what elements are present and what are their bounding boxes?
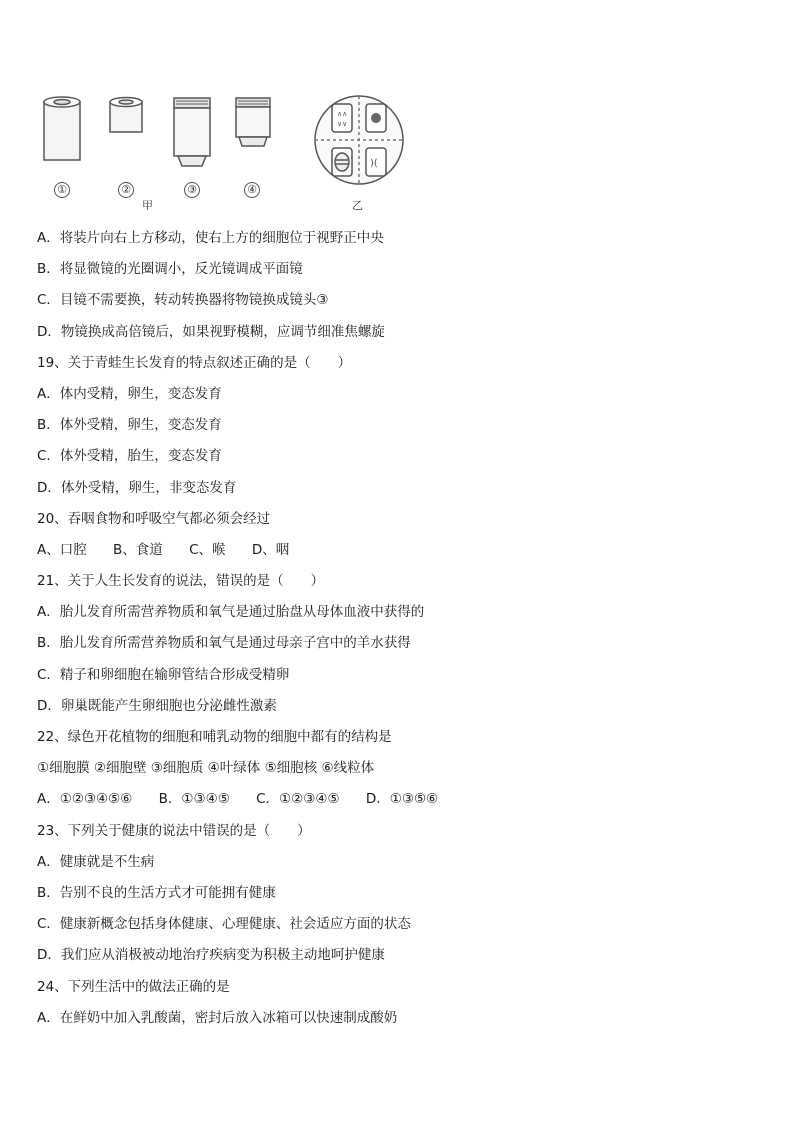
lens-number-3: ③ bbox=[184, 182, 200, 198]
q21-option-d: D．卵巢既能产生卵细胞也分泌雌性激素 bbox=[37, 697, 277, 714]
lens-number-2: ② bbox=[118, 182, 134, 198]
q23-stem: 23、下列关于健康的说法中错误的是（ ） bbox=[37, 822, 311, 839]
q24-stem: 24、下列生活中的做法正确的是 bbox=[37, 978, 230, 995]
objective-long-icon bbox=[174, 98, 210, 166]
field-of-view-icon bbox=[315, 96, 403, 184]
lens-illustration bbox=[30, 84, 430, 219]
microscope-figure bbox=[30, 84, 430, 219]
q20-options bbox=[37, 540, 777, 571]
q21-option-c: C．精子和卵细胞在输卵管结合形成受精卵 bbox=[37, 666, 290, 683]
q23-option-d: D．我们应从消极被动地治疗疾病变为积极主动地呵护健康 bbox=[37, 947, 385, 964]
figure-label-yi: 乙 bbox=[352, 199, 363, 212]
eyepiece-long-icon bbox=[44, 97, 80, 160]
q21-option-b: B．胎儿发育所需营养物质和氧气是通过母亲子宫中的羊水获得 bbox=[37, 635, 411, 652]
question-list bbox=[37, 228, 777, 1039]
q18-option-a: A．将装片向右上方移动，使右上方的细胞位于视野正中央 bbox=[37, 230, 384, 246]
q23-option-b: B．告别不良的生活方式才可能拥有健康 bbox=[37, 884, 276, 901]
q23-option-c: C．健康新概念包括身体健康、心理健康、社会适应方面的状态 bbox=[37, 916, 411, 933]
q22-stem: 22、绿色开花植物的细胞和哺乳动物的细胞中都有的结构是 bbox=[37, 729, 392, 745]
figure-label-jia: 甲 bbox=[142, 199, 153, 212]
eyepiece-short-icon bbox=[110, 98, 142, 133]
q20-option-a: A、口腔 bbox=[37, 541, 87, 558]
q18-option-d: D．物镜换成高倍镜后，如果视野模糊，应调节细准焦螺旋 bbox=[37, 323, 385, 340]
q20-option-b: B、食道 bbox=[113, 541, 163, 558]
svg-text:)(: )( bbox=[370, 158, 378, 169]
svg-text:∧∧: ∧∧ bbox=[337, 110, 348, 118]
q22-items: ①细胞膜 ②细胞壁 ③细胞质 ④叶绿体 ⑤细胞核 ⑥线粒体 bbox=[37, 760, 375, 777]
q22-option-b: B．①③④⑤ bbox=[158, 791, 230, 808]
q19-option-b: B．体外受精，卵生，变态发育 bbox=[37, 417, 222, 434]
q19-option-c: C．体外受精，胎生，变态发育 bbox=[37, 448, 222, 465]
q19-stem: 19、关于青蛙生长发育的特点叙述正确的是（ ） bbox=[37, 354, 352, 371]
q24-option-a: A．在鲜奶中加入乳酸菌，密封后放入冰箱可以快速制成酸奶 bbox=[37, 1009, 398, 1026]
q21-stem: 21、关于人生长发育的说法，错误的是（ ） bbox=[37, 573, 325, 590]
objective-short-icon bbox=[236, 98, 270, 146]
q20-option-c: C、喉 bbox=[189, 541, 226, 558]
svg-text:∨∨: ∨∨ bbox=[337, 120, 348, 128]
q22-options bbox=[37, 789, 777, 820]
q23-option-a: A．健康就是不生病 bbox=[37, 853, 155, 870]
q19-option-d: D．体外受精，卵生，非变态发育 bbox=[37, 479, 237, 496]
q22-option-a: A．①②③④⑤⑥ bbox=[37, 791, 133, 808]
q18-option-c: C．目镜不需要换，转动转换器将物镜换成镜头③ bbox=[37, 292, 329, 309]
q18-option-b: B．将显微镜的光圈调小，反光镜调成平面镜 bbox=[37, 261, 303, 278]
q22-option-d: D．①③⑤⑥ bbox=[365, 791, 439, 808]
lens-number-1: ① bbox=[54, 182, 70, 198]
q20-option-d: D、咽 bbox=[251, 541, 290, 558]
lens-number-4: ④ bbox=[244, 182, 260, 198]
q19-option-a: A．体内受精，卵生，变态发育 bbox=[37, 385, 222, 402]
q21-option-a: A．胎儿发育所需营养物质和氧气是通过胎盘从母体血液中获得的 bbox=[37, 604, 425, 621]
q20-stem: 20、吞咽食物和呼吸空气都必须会经过 bbox=[37, 510, 271, 527]
q22-option-c: C．①②③④⑤ bbox=[256, 791, 340, 808]
